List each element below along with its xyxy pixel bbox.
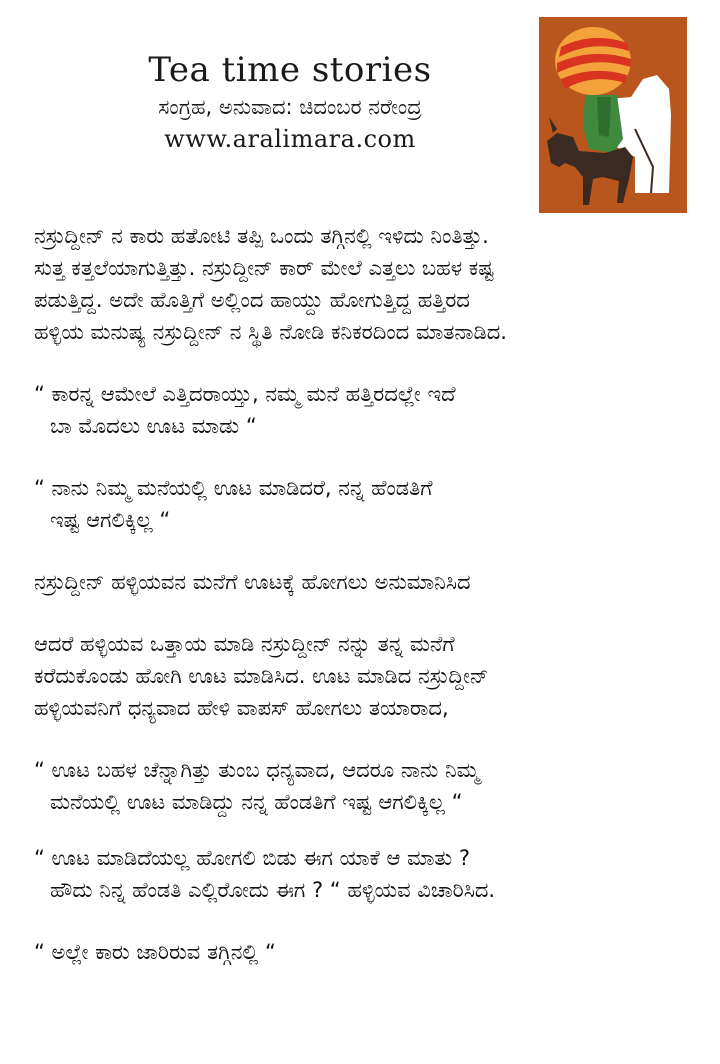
story-paragraph-3 [34, 472, 714, 536]
text-line: “ ಊಟ ಬಹಳ ಚೆನ್ನಾಗಿತ್ತು ತುಂಬ ಧನ್ಯವಾದ, ಆದರೂ ನಾನು ನಿಮ್ಮ [34, 758, 480, 782]
text-line: “ ಕಾರನ್ನ ಆಮೇಲೆ ಎತ್ತಿದರಾಯ್ತು, ನಮ್ಮ ಮನೆ ಹತ್ತಿರದಲ್ಲೇ ಇದೆ [34, 382, 456, 406]
text-line: ನಸ್ರುದ್ದೀನ್ ನ ಕಾರು ಹತೋಟಿ ತಪ್ಪಿ ಒಂದು ತಗ್ಗಿನಲ್ಲಿ ಇಳಿದು ನಿಂತಿತ್ತು. [34, 224, 489, 248]
text-line: ನಸ್ರುದ್ದೀನ್ ಹಳ್ಳಿಯವನ ಮನೆಗೆ ಊಟಕ್ಕೆ ಹೋಗಲು ಅನುಮಾನಿಸಿದ [34, 570, 471, 594]
text-line: ಆದರೆ ಹಳ್ಳಿಯವ ಒತ್ತಾಯ ಮಾಡಿ ನಸ್ರುದ್ದೀನ್ ನನ್ನು ತನ್ನ ಮನೆಗೆ [34, 632, 455, 656]
story-paragraph-7 [34, 842, 714, 906]
story-paragraph-5 [34, 628, 714, 724]
story-paragraph-8 [34, 936, 714, 968]
header [60, 50, 520, 154]
text-line: ಹೌದು ನಿನ್ನ ಹೆಂಡತಿ ಎಲ್ಲಿರೋದು ಈಗ ? “ ಹಳ್ಳಿಯವ ವಿಚಾರಿಸಿದ. [50, 878, 496, 902]
story-body [34, 220, 714, 968]
page-title: Tea time stories [148, 50, 432, 90]
text-line: “ ಅಲ್ಲೇ ಕಾರು ಜಾರಿರುವ ತಗ್ಗಿನಲ್ಲಿ “ [34, 940, 276, 964]
text-line: ಸುತ್ತ ಕತ್ತಲೆಯಾಗುತ್ತಿತ್ತು. ನಸ್ರುದ್ದೀನ್ ಕಾರ್ ಮೇಲೆ ಎತ್ತಲು ಬಹಳ ಕಷ್ಟ [34, 256, 495, 280]
text-line: ಹಳ್ಳಿಯ ಮನುಷ್ಯ ನಸ್ರುದ್ದೀನ್ ನ ಸ್ಥಿತಿ ನೋಡಿ ಕನಿಕರದಿಂದ ಮಾತನಾಡಿದ. [34, 320, 507, 344]
subtitle: ಸಂಗ್ರಹ, ಅನುವಾದ: ಚಿದಂಬರ ನರೇಂದ್ರ [158, 95, 422, 119]
text-line: ಬಾ ಮೊದಲು ಊಟ ಮಾಡು “ [50, 414, 257, 438]
story-paragraph-4 [34, 566, 714, 598]
story-paragraph-1 [34, 220, 714, 348]
text-line: ಹಳ್ಳಿಯವನಿಗೆ ಧನ್ಯವಾದ ಹೇಳಿ ವಾಪಸ್ ಹೋಗಲು ತಯಾರಾದ, [34, 696, 449, 720]
text-line: “ ಊಟ ಮಾಡಿದೆಯಲ್ಲ ಹೋಗಲಿ ಬಿಡು ಈಗ ಯಾಕೆ ಆ ಮಾತು ? [34, 846, 470, 870]
text-line: ಪಡುತ್ತಿದ್ದ. ಅದೇ ಹೊತ್ತಿಗೆ ಅಲ್ಲಿಂದ ಹಾಯ್ದು ಹೋಗುತ್ತಿದ್ದ ಹತ್ತಿರದ [34, 288, 470, 312]
nasruddin-on-donkey-illustration [539, 17, 687, 213]
story-paragraph-2 [34, 378, 714, 442]
text-line: “ ನಾನು ನಿಮ್ಮ ಮನೆಯಲ್ಲಿ ಊಟ ಮಾಡಿದರೆ, ನನ್ನ ಹೆಂಡತಿಗೆ [34, 476, 433, 500]
text-line: ಮನೆಯಲ್ಲಿ ಊಟ ಮಾಡಿದ್ದು ನನ್ನ ಹೆಂಡತಿಗೆ ಇಷ್ಟ ಆಗಲಿಕ್ಕಿಲ್ಲ “ [50, 790, 463, 814]
text-line: ಕರೆದುಕೊಂಡು ಹೋಗಿ ಊಟ ಮಾಡಿಸಿದ. ಊಟ ಮಾಡಿದ ನಸ್ರುದ್ದೀನ್ [34, 664, 489, 688]
text-line: ಇಷ್ಟ ಆಗಲಿಕ್ಕಿಲ್ಲ “ [50, 508, 171, 532]
story-paragraph-6 [34, 754, 714, 818]
website-link[interactable]: www.aralimara.com [164, 125, 416, 153]
